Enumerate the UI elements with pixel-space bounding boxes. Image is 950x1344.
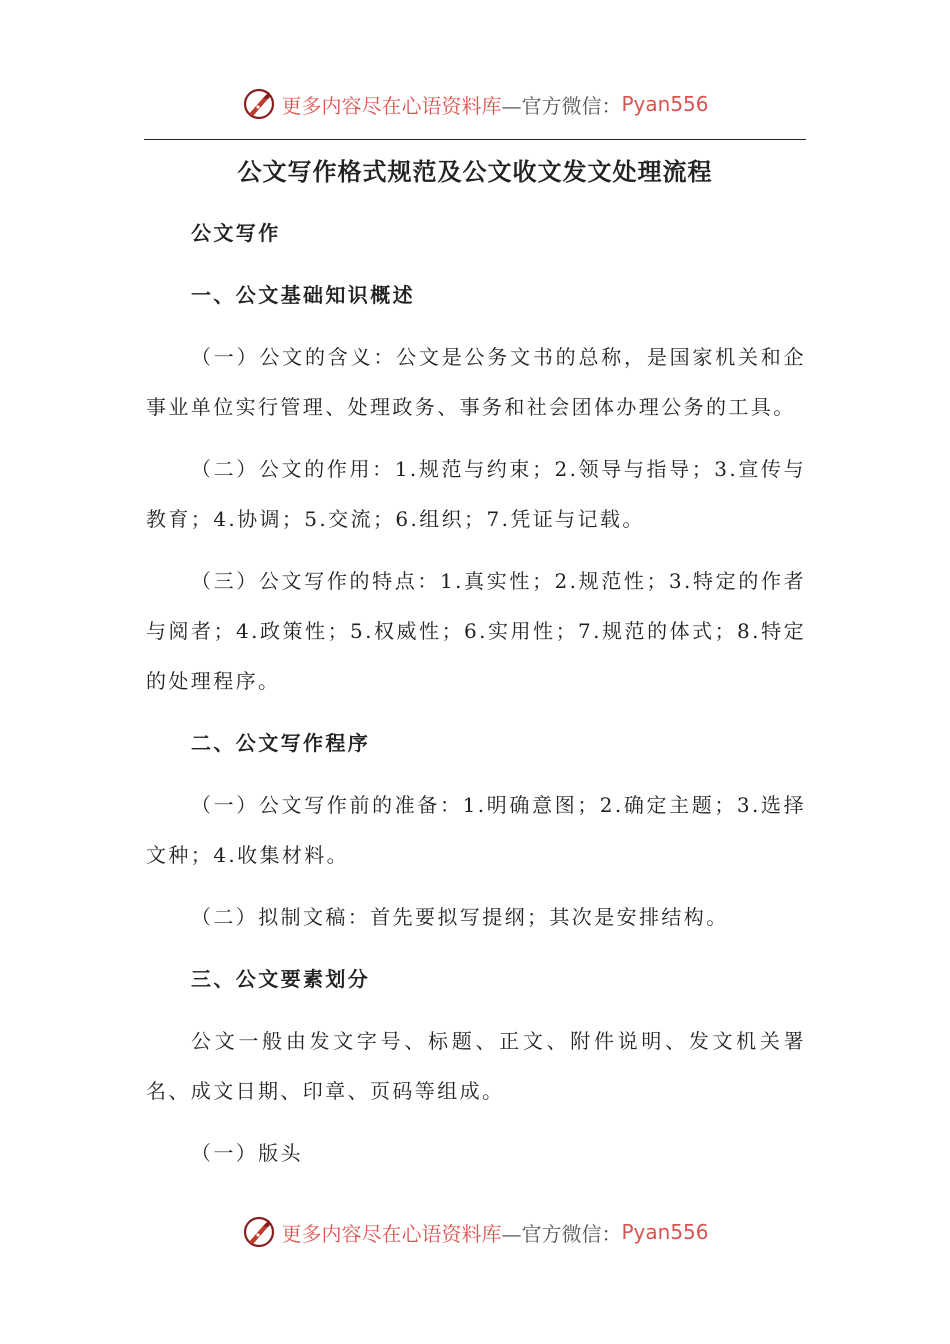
section-heading: 二、公文写作程序 — [191, 731, 371, 755]
header-watermark — [0, 84, 950, 124]
section-heading: 公文写作 — [191, 221, 281, 245]
pen-nib-icon — [241, 86, 277, 122]
body-paragraph: （二）公文的作用：1.规范与约束；2.领导与指导；3.宣传与教育；4.协调；5.交流；6.组织；7.凭证与记载。 — [146, 457, 806, 531]
watermark-handle: Pyan556 — [621, 1220, 709, 1244]
document-body — [146, 208, 806, 1178]
body-paragraph: （三）公文写作的特点：1.真实性；2.规范性；3.特定的作者与阅者；4.政策性；5.权威性；6.实用性；7.规范的体式；8.特定的处理程序。 — [146, 569, 806, 693]
footer-watermark — [0, 1212, 950, 1252]
body-paragraph: （一）公文写作前的准备：1.明确意图；2.确定主题；3.选择文种；4.收集材料。 — [146, 793, 806, 867]
pen-nib-icon — [241, 1214, 277, 1250]
body-paragraph: （二）拟制文稿：首先要拟写提纲；其次是安排结构。 — [191, 905, 729, 929]
watermark-separator: —官方微信： — [501, 93, 622, 118]
watermark-text: 更多内容尽在心语资料库 — [281, 1221, 502, 1246]
body-paragraph: 公文一般由发文字号、标题、正文、附件说明、发文机关署名、成文日期、印章、页码等组成。 — [146, 1029, 806, 1103]
watermark-separator: —官方微信： — [501, 1221, 622, 1246]
body-paragraph: （一）公文的含义：公文是公务文书的总称，是国家机关和企事业单位实行管理、处理政务、事务和社会团体办理公务的工具。 — [146, 345, 806, 419]
watermark-handle: Pyan556 — [621, 92, 709, 116]
section-heading: 三、公文要素划分 — [191, 967, 371, 991]
document-title: 公文写作格式规范及公文收文发文处理流程 — [237, 157, 713, 186]
watermark-text: 更多内容尽在心语资料库 — [281, 93, 502, 118]
header-divider — [144, 139, 806, 140]
section-heading: 一、公文基础知识概述 — [191, 283, 415, 307]
body-paragraph: （一）版头 — [191, 1141, 303, 1165]
